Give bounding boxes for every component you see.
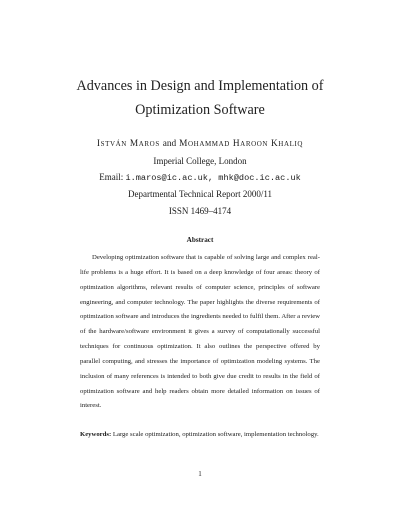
author-second: Mohammad Haroon Khaliq [179,139,304,149]
keywords-text: Large scale optimization, optimization software, implementation technology. [112,431,319,438]
keywords-label: Keywords: [80,431,112,438]
issn: ISSN 1469–4174 [168,206,232,216]
author-first: István Maros [96,139,160,149]
email-line [40,172,360,183]
keywords [80,428,320,443]
paper-title [40,74,360,122]
affiliation: Imperial College, London [153,156,247,166]
author-connector: and [162,139,177,149]
email-addresses: i.maros@ic.ac.uk, mhk@doc.ic.ac.uk [125,173,301,183]
title-line-2: Optimization Software [135,102,265,118]
email-label: Email: [99,172,124,182]
title-line-1: Advances in Design and Implementation of [76,78,324,94]
abstract-body: Developing optimization software that is capable of solving large and complex real-life problems is a huge effort. It is based on a deep knowledge of four areas: theory of optimization algorithms, relevant results of computer science, principles of software engineering, and computer technology. The paper highlights the diverse requirements of optimization software and introduces the ingredients needed to fulfil them. After a review of the hardware/software environment it gives a survey of computationally successful techniques for continuous optimization. It also outlines the perspective offered by parallel computing, and stresses the importance of optimization modeling systems. The inclusion of many references is intended to both give due credit to results in the field of optimization software and help readers obtain more detailed information on issues of interest. [80,254,320,410]
report-number: Departmental Technical Report 2000/11 [127,189,273,199]
author-list [40,139,360,149]
abstract-heading: Abstract [186,236,214,244]
page-number: 1 [198,470,202,478]
